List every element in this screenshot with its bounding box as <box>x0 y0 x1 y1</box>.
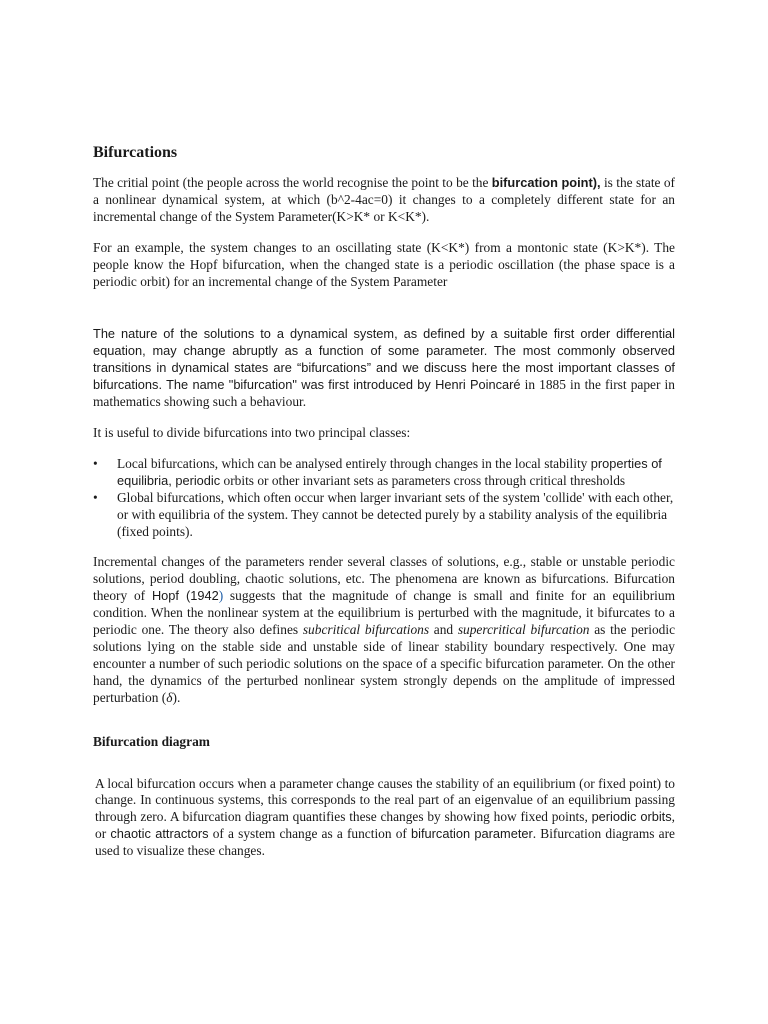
italic-term: subcritical bifurcations <box>302 622 430 638</box>
text-span: A local bifurcation occurs when a parameter change causes the stability of an equilibrium (or fixed point) to change. In continuous systems, this corresponds to the real part of an eigenvalue of an equilibrium passing through zero. A bifurcation diagram quantifies these changes by showing how fixed points, <box>95 775 675 825</box>
text-span: The nature of the solutions to a dynamical system, as defined by a suitable first order differential equation, may change abruptly as a function of some parameter. The most commonly observed transitions in dynamical states are “bifurcations” and we discuss here the most important classes of bifurcations. The name "bifurcation" was first introduced by <box>93 326 675 393</box>
subheading-bifurcation-diagram: Bifurcation diagram <box>93 733 210 749</box>
bifurcation-classes-list <box>93 456 675 541</box>
text-span: suggests that the magnitude of change is small and finite for an equilibrium condition. When the nonlinear system at the equilibrium is perturbed with the magnitude, it bifurcates to a periodic one. The theory also defines <box>93 588 675 638</box>
link-equilibria-periodic[interactable]: properties of equilibria, periodic <box>117 455 662 488</box>
text-span: orbits or other invariant sets as parameters cross through critical thresholds <box>220 472 626 488</box>
text-span: . Bifurcation diagrams are used to visualize these changes. <box>95 826 675 859</box>
page-title: Bifurcations <box>93 144 178 161</box>
delta-symbol: δ <box>166 689 173 705</box>
text-span: Incremental changes of the parameters render several classes of solutions, e.g., stable or unstable periodic solutions, period doubling, chaotic solutions, etc. The phenomena are known as bifurcations. Bifurcation theory of <box>93 554 675 604</box>
bold-term: bifurcation point), <box>491 175 601 190</box>
paragraph-critical-point <box>93 175 675 226</box>
paragraph-classes-intro: It is useful to divide bifurcations into two principal classes: <box>93 424 411 440</box>
paragraph-incremental-changes <box>93 554 675 706</box>
paragraph-nature <box>93 326 675 411</box>
link-periodic-orbits[interactable]: periodic orbits <box>591 809 672 825</box>
link-chaotic-attractors[interactable]: chaotic attractors <box>110 826 209 842</box>
text-span: Local bifurcations, which can be analysed entirely through changes in the local stability <box>117 455 591 471</box>
text-span: of a system change as a function of <box>208 826 412 842</box>
text-span: and <box>429 622 458 638</box>
link-bifurcation-parameter[interactable]: bifurcation parameter <box>411 826 533 842</box>
text-span: ). <box>172 689 181 705</box>
bullet-icon: • <box>93 489 98 505</box>
paragraph-example: For an example, the system changes to an oscillating state (K<K*) from a montonic state (K>K*). The people know the Hopf bifurcation, when the changed state is a periodic oscillation (the phase space is a periodic orbit) for an incremental change of the System Parameter <box>93 239 675 289</box>
text-span: as the periodic solutions lying on the stable side and unstable side of linear stability boundary respectively. One may encounter a number of such periodic solutions on the space of a specific bifurcation parameter. On the other hand, the dynamics of the perturbed nonlinear system strongly depends on the amplitude of impressed perturbation ( <box>93 622 676 705</box>
list-item <box>93 490 675 541</box>
link-hopf[interactable]: Hopf (1942 <box>151 588 219 604</box>
link-hopf-paren[interactable]: ) <box>218 588 224 604</box>
link-poincare[interactable]: Henri Poincaré <box>435 377 521 393</box>
paragraph-local-bifurcation <box>93 776 675 861</box>
text-span: Global bifurcations, which often occur when larger invariant sets of the system 'collide' with each other, or with equilibria of the system. They cannot be detected purely by a stability analysis of the equilibria (fixed points). <box>117 489 674 539</box>
text-span: in 1885 in the first paper in mathematics showing such a behaviour. <box>93 377 675 410</box>
text-span: , or <box>95 809 675 842</box>
document-page <box>93 143 675 860</box>
list-item <box>93 456 675 490</box>
italic-term: supercritical bifurcation <box>457 622 590 638</box>
text-span: is the state of a nonlinear dynamical system, at which (b^2-4ac=0) it changes to a completely different state for an incremental change of the System Parameter(K>K* or K<K*). <box>93 175 676 224</box>
bullet-icon: • <box>93 455 98 471</box>
text-span: The critial point (the people across the world recognise the point to be the <box>93 175 492 190</box>
